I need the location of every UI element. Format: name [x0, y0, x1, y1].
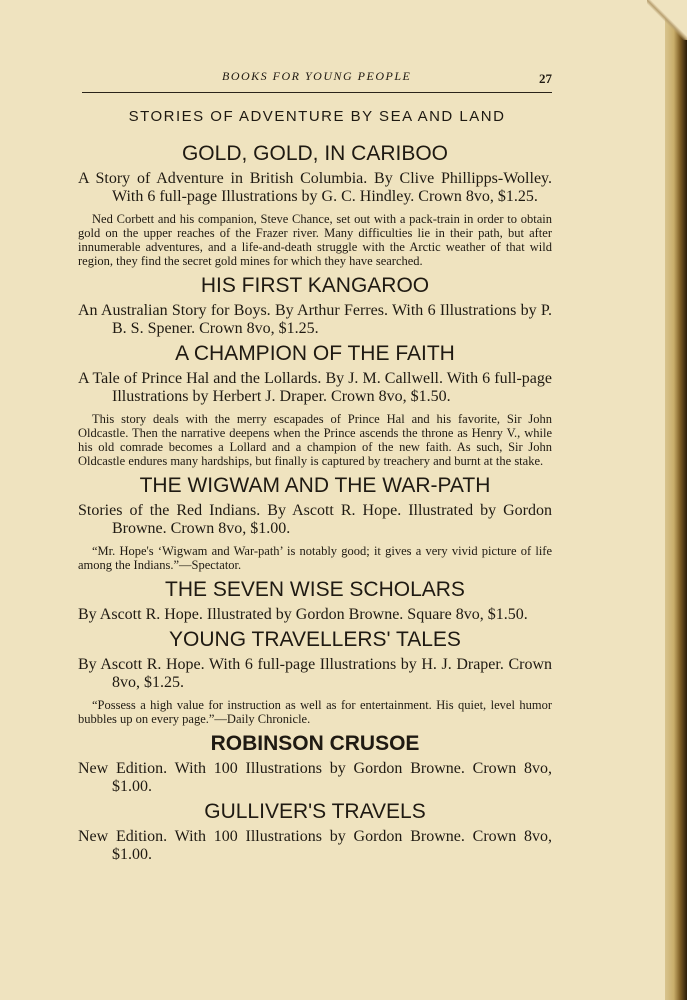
entry-description: A Tale of Prince Hal and the Lollards. By J. M. Callwell. With 6 full-page Illustrations by Herbert J. Draper. Crown 8vo, $1.50.: [78, 370, 552, 405]
corner-fold: [647, 0, 687, 40]
entry-description: A Story of Adventure in British Columbia. By Clive Phillipps-Wolley. With 6 full-page Illustrations by G. C. Hindley. Crown 8vo, $1.25.: [78, 170, 552, 205]
entry-description: An Australian Story for Boys. By Arthur Ferres. With 6 Illustrations by P. B. S. Spener. Crown 8vo, $1.25.: [78, 302, 552, 337]
catalog-entry: [78, 472, 552, 572]
entry-description: New Edition. With 100 Illustrations by Gordon Browne. Crown 8vo, $1.00.: [78, 828, 552, 863]
catalog-list: [78, 138, 552, 864]
running-head: BOOKS FOR YOUNG PEOPLE: [222, 69, 412, 83]
entry-blurb: “Possess a high value for instruction as well as for entertainment. His quiet, level humor bubbles up on every page.”—Daily Chronicle.: [78, 698, 552, 726]
catalog-entry: [78, 140, 552, 268]
entry-title: YOUNG TRAVELLERS' TALES: [169, 628, 461, 651]
catalog-entry: [78, 730, 552, 796]
entry-description: By Ascott R. Hope. Illustrated by Gordon Browne. Square 8vo, $1.50.: [78, 606, 528, 623]
entry-description: By Ascott R. Hope. With 6 full-page Illustrations by H. J. Draper. Crown 8vo, $1.25.: [78, 656, 552, 691]
entry-title: HIS FIRST KANGAROO: [200, 274, 430, 297]
entry-title: GOLD, GOLD, IN CARIBOO: [181, 142, 449, 165]
entry-title: ROBINSON CRUSOE: [210, 732, 420, 755]
page-header: [82, 69, 552, 89]
entry-title: THE SEVEN WISE SCHOLARS: [165, 578, 465, 601]
entry-blurb: This story deals with the merry escapades of Prince Hal and his favorite, Sir John Oldcastle. Then the narrative deepens when the Prince ascends the throne as Henry V., while his old comrade becomes a Lollard and a champion of the new faith. As such, Sir John Oldcastle endures many hardships, but finally is captured by treachery and burnt at the stake.: [78, 412, 552, 468]
entry-blurb: “Mr. Hope's ‘Wigwam and War-path’ is notably good; it gives a very vivid picture of life among the Indians.”—Spectator.: [78, 544, 552, 572]
catalog-entry: [78, 798, 552, 864]
page-number: 27: [539, 71, 552, 86]
catalog-entry: [78, 272, 552, 338]
entry-title: GULLIVER'S TRAVELS: [204, 800, 426, 823]
section-title: STORIES OF ADVENTURE BY SEA AND LAND: [128, 108, 506, 125]
catalog-entry: [78, 576, 552, 624]
entry-title: A CHAMPION OF THE FAITH: [175, 342, 455, 365]
catalog-entry: [78, 626, 552, 726]
entry-description: Stories of the Red Indians. By Ascott R. Hope. Illustrated by Gordon Browne. Crown 8vo, $1.00.: [78, 502, 552, 537]
catalog-entry: [78, 340, 552, 468]
entry-blurb: Ned Corbett and his companion, Steve Chance, set out with a pack-train in order to obtain gold on the upper reaches of the Frazer river. Many difficulties lie in their path, but after innumerable adventures, and a life-and-death struggle with the Arctic weather of that wild region, they find the secret gold mines for which they have searched.: [78, 212, 552, 268]
page-edge: [665, 0, 687, 1000]
entry-title: THE WIGWAM AND THE WAR-PATH: [139, 474, 491, 497]
entry-description: New Edition. With 100 Illustrations by Gordon Browne. Crown 8vo, $1.00.: [78, 760, 552, 795]
header-rule: [82, 92, 552, 93]
